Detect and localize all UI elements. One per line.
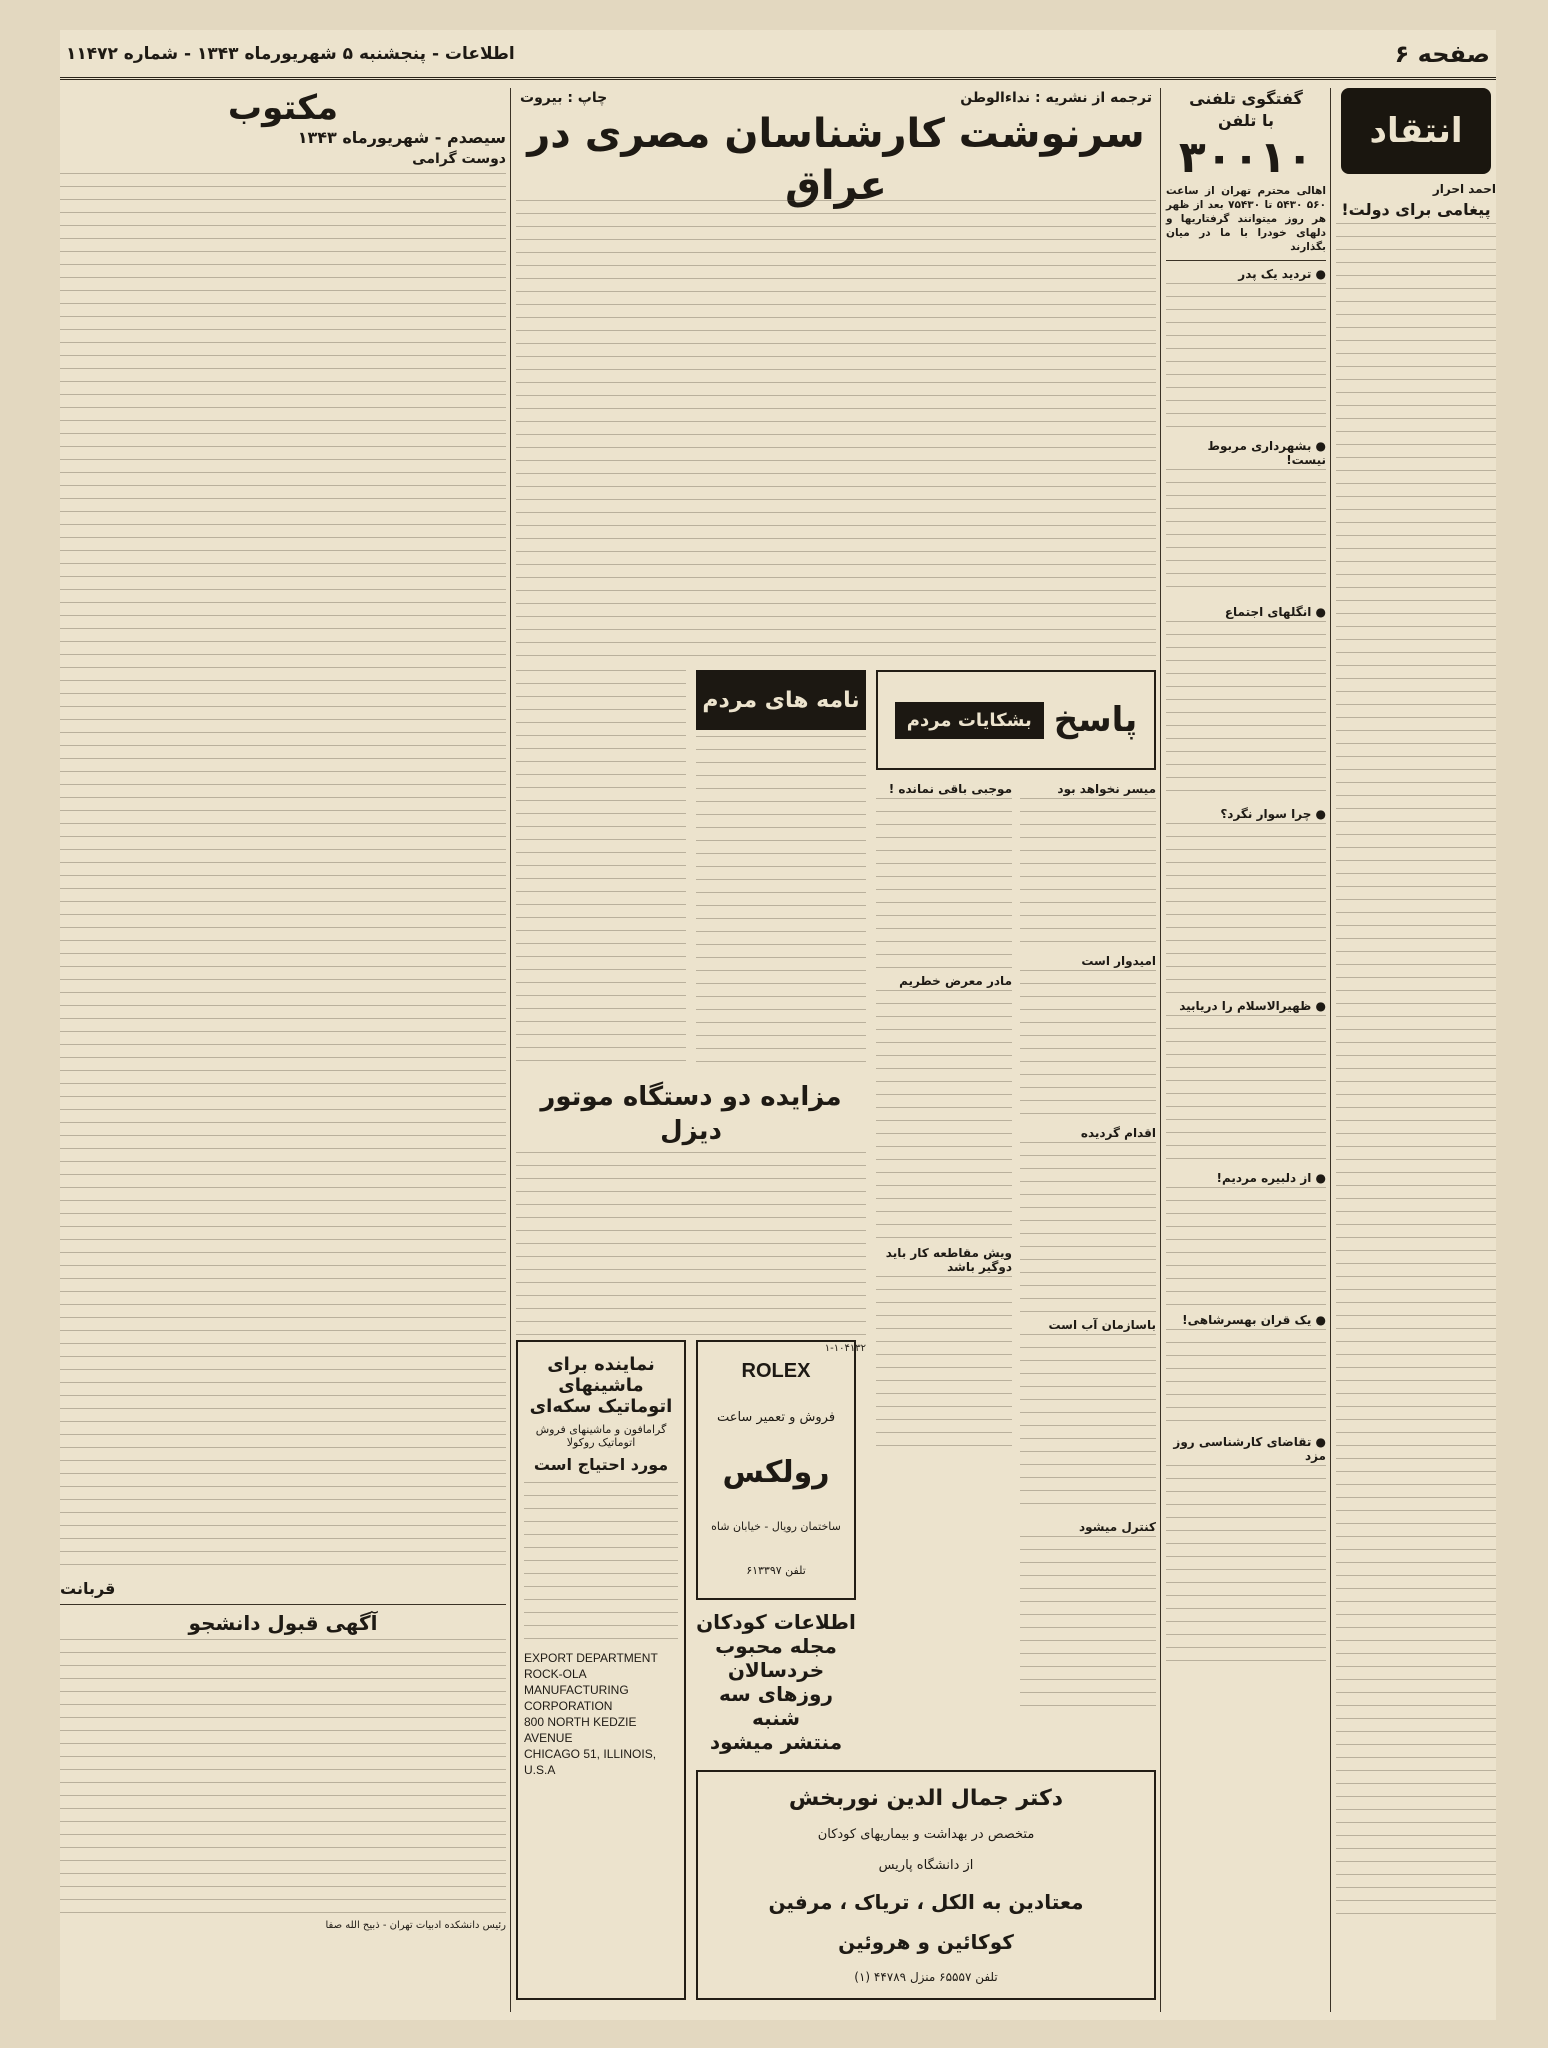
phone-item-8: ● تقاضای کارشناسی روز مزد [1173,1435,1326,1463]
agent-title: نماینده برای ماشینهای [547,1354,655,1396]
page-header [60,30,1496,80]
phone-item-7-body [1166,1329,1326,1429]
entqad-author: احمد احرار [1432,182,1496,196]
column-divider [1160,88,1161,2012]
reply-h4-body [1020,1142,1156,1312]
phone-item-8-body [1166,1465,1326,1665]
reply-h8-body [876,1276,1012,1446]
agent-need: مورد احتیاج است [533,1455,669,1474]
entqad-body [1336,223,1496,1923]
phone-with: با تلفن [1217,111,1275,130]
agent-sub: گرامافون و ماشینهای فروش اتوماتیک روکولا [535,1423,667,1449]
entqad-headline: پیغامی برای دولت! [1341,200,1491,219]
column-divider [510,88,511,2012]
reply-title: پاسخ [1053,700,1138,740]
phone-item-4-body [1166,823,1326,993]
main-article-source: ترجمه از نشریه : نداءالوطن [960,90,1152,106]
rolex-name: رولکس [722,1454,830,1490]
kids-box [696,1610,856,1754]
agent-eng-1: EXPORT DEPARTMENT [524,1651,658,1665]
phone-item-3: ● انگلهای اجتماع [1224,605,1326,619]
phone-item-5: ● ظهیرالاسلام را دریابید [1179,999,1326,1013]
masthead: اطلاعات - پنجشنبه ۵ شهریورماه ۱۳۴۳ - شماره ۱۱۴۷۲ [66,43,515,64]
rolex-phone: تلفن ۶۱۳۳۹۷ [746,1563,806,1577]
phone-number: ۳۰۰۱۰ [1178,132,1314,183]
reply-h5: باسازمان آب است [1048,1318,1156,1332]
phone-desc: اهالی محترم تهران از ساعت ۵۶۰ ۵۴۳۰ تا ۷۵۴۳۰ بعد از ظهر هر روز میتوانند گرفتاریها و دلهای خودرا با ما در میان بگذارند [1166,185,1326,253]
phone-item-6: ● از دلبیره مردیم! [1216,1171,1326,1185]
newspaper-page [60,30,1496,2020]
agent-eng-5: CHICAGO 51, ILLINOIS, U.S.A [524,1747,657,1777]
main-article-print: چاپ : بیروت [520,90,608,106]
agent-eng-3: CORPORATION [524,1699,613,1713]
reply-col-b [876,776,1012,1706]
agent-eng-2: ROCK-OLA MANUFACTURING [524,1667,629,1697]
main-article-text [516,200,1156,660]
reply-rows [876,776,1156,1706]
rolex-line1: فروش و تعمیر ساعت [716,1409,836,1425]
phone-item-1: ● تردید یک پدر [1238,267,1326,281]
auction-code: ۱-۱۰۴۱۳۲ [824,1343,866,1354]
page-label: صفحه ۶ [1394,39,1490,68]
agent-body [524,1482,678,1642]
letters-section [696,670,866,1070]
entqad-column [1336,88,1496,2012]
agent-title2: اتوماتیک سکه‌ای [529,1396,673,1417]
doctor-addicts: معتادین به الکل ، تریاک ، مرفین [768,1889,1084,1914]
auction-section [516,1080,866,1354]
student-body [60,1639,506,1919]
phone-item-1-body [1166,283,1326,433]
entqad-logo: انتقاد [1341,88,1491,174]
reply-h1: میسر نخواهد بود [1057,782,1156,796]
rolex-brand: ROLEX [741,1360,811,1383]
reply-h7: مادر معرض خطریم [899,974,1012,988]
auction-body [516,1152,866,1342]
agent-box [516,1340,686,2000]
reply-subtitle: بشکایات مردم [895,702,1044,739]
column-divider [1330,88,1331,2012]
auction-left-body [516,670,686,1070]
main-article-body [516,200,1156,660]
main-article-meta [516,88,1156,108]
kids-line2: مجله محبوب [715,1634,837,1658]
doctor-drugs: کوکائین و هروئین [838,1929,1014,1954]
doctor-univ: از دانشگاه پاریس [878,1858,974,1874]
rolex-addr: ساختمان رویال - خیابان شاه [711,1520,841,1534]
phone-item-7: ● یک قران بهسرشاهی! [1182,1313,1326,1327]
divider [1166,260,1326,261]
letters-banner: نامه های مردم [696,670,866,730]
phone-item-4: ● چرا سوار نگرد؟ [1220,807,1326,821]
maktoob-column [60,88,506,2012]
reply-col-a [1020,776,1156,1706]
phone-item-2-body [1166,469,1326,599]
reply-banner [876,670,1156,770]
auction-title: مزایده دو دستگاه موتور دیزل [540,1082,842,1146]
reply-h6-body [1020,1536,1156,1706]
maktoob-sign: قربانت [60,1579,116,1598]
phone-title: گفتگوی تلفنی [1189,89,1303,108]
divider [60,1604,506,1605]
doctor-footer: تلفن ۶۵۵۵۷ منزل ۴۴۷۸۹ (۱) [854,1969,998,1984]
reply-h1-body [1020,798,1156,948]
maktoob-title: مکتوب [227,88,339,128]
reply-h3-body [1020,970,1156,1120]
reply-h2-body [876,798,1012,968]
phone-item-2: ● بشهرداری مربوط نیست! [1207,439,1326,467]
phone-item-5-body [1166,1015,1326,1165]
student-footer: رئیس دانشکده ادبیات تهران - ذبیح الله صفا [325,1920,506,1931]
phone-column [1166,88,1326,2012]
rolex-box [696,1340,856,1600]
agent-eng-4: 800 NORTH KEDZIE AVENUE [524,1715,637,1745]
main-article-header [516,88,1156,209]
agent-ad [516,1340,686,2000]
main-article-title: سرنوشت کارشناسان مصری در عراق [527,111,1145,209]
reply-h3: امیدوار است [1081,954,1156,968]
maktoob-body [60,173,506,1573]
kids-line4: روزهای سه شنبه [719,1682,833,1730]
kids-line1: اطلاعات کودکان [696,1610,856,1634]
doctor-name: دکتر جمال الدین نوربخش [788,1786,1064,1812]
kids-line5: منتشر میشود [709,1730,843,1754]
phone-item-3-body [1166,621,1326,801]
maktoob-greeting: دوست گرامی [412,151,506,167]
letters-body [696,736,866,1066]
doctor-ad [696,1770,1156,2000]
kids-ad [696,1610,856,1760]
maktoob-date: سیصدم - شهریورماه ۱۳۴۳ [297,128,506,147]
doctor-box [696,1770,1156,2000]
reply-h2: موجبی باقی نمانده ! [888,782,1012,796]
reply-h4: اقدام گردیده [1080,1126,1156,1140]
reply-h5-body [1020,1334,1156,1514]
reply-h8: ویش مقاطعه کار باید دوگیر باشد [885,1246,1012,1274]
doctor-spec: متخصص در بهداشت و بیماریهای کودکان [817,1827,1035,1843]
auction-left [516,670,686,1070]
rolex-ad [696,1340,856,1600]
reply-h6: کنترل میشود [1078,1520,1156,1534]
phone-item-6-body [1166,1187,1326,1307]
reply-h7-body [876,990,1012,1240]
kids-line3: خردسالان [727,1658,825,1682]
student-title: آگهی قبول دانشجو [188,1611,378,1635]
phone-box [1166,88,1326,184]
